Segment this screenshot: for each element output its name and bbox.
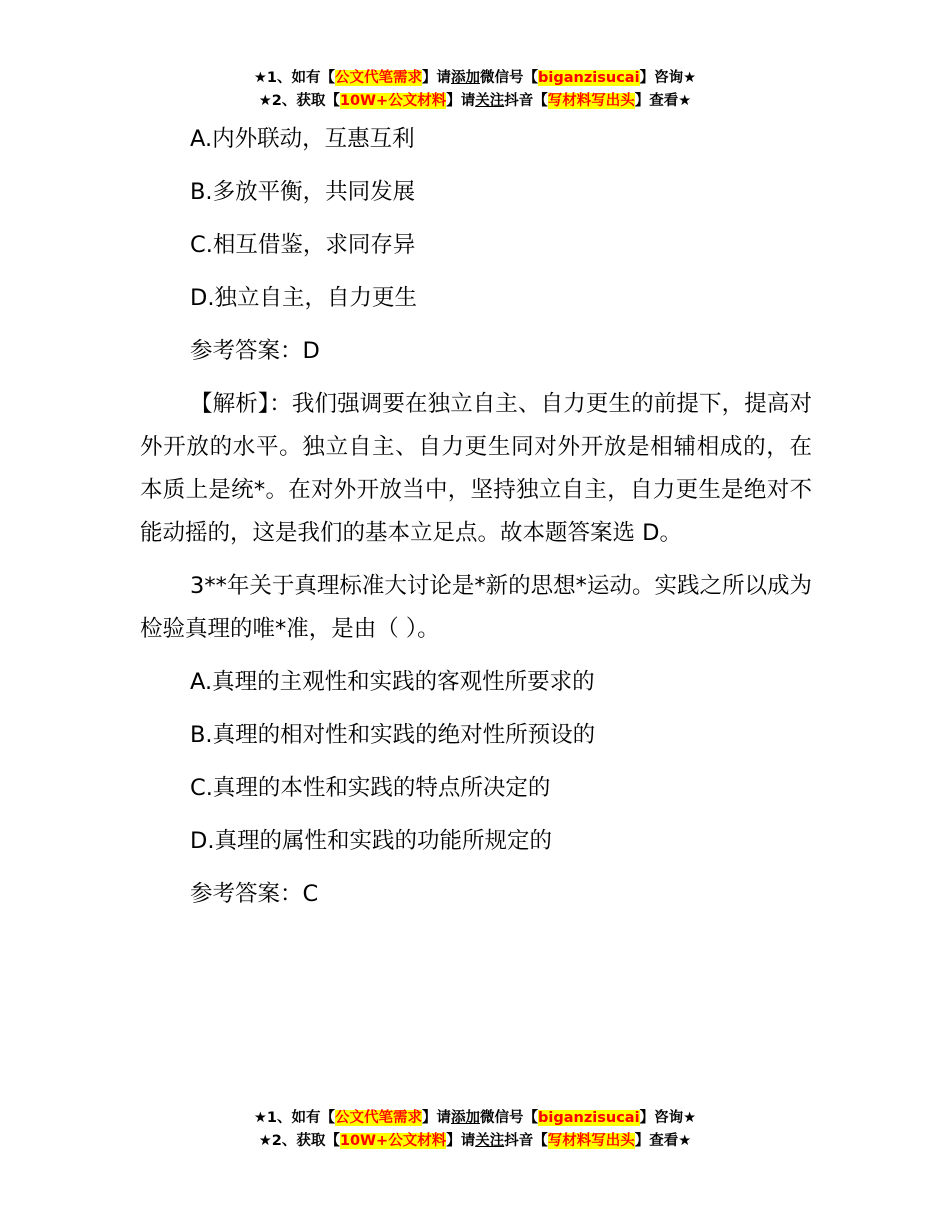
underlined-text: 关注 xyxy=(475,93,505,109)
footer-banner xyxy=(0,1107,950,1153)
banner-text: 微信号【 xyxy=(480,70,539,86)
banner-text: 】请 xyxy=(446,93,476,109)
footer-banner-line-2 xyxy=(0,1130,950,1153)
highlight-service: 公文代笔需求 xyxy=(335,70,423,86)
banner-text: 】请 xyxy=(422,70,452,86)
document-body xyxy=(140,118,812,926)
q1-option-b: B.多放平衡，共同发展 xyxy=(190,179,416,205)
footer-banner-line-1 xyxy=(0,1107,950,1130)
banner-text: 抖音【 xyxy=(504,1133,548,1149)
q2-option-c: C.真理的本性和实践的特点所决定的 xyxy=(190,775,551,801)
highlight-wechat-id: biganzisucai xyxy=(538,1110,640,1126)
highlight-douyin: 写材料写出头 xyxy=(547,1133,635,1149)
banner-text: ★2、获取【 xyxy=(258,1133,340,1149)
q2-stem: 3**年关于真理标准大讨论是*新的思想*运动。实践之所以成为检验真理的唯*准，是由（ ）。 xyxy=(140,573,812,642)
underlined-text: 添加 xyxy=(451,70,481,86)
q1-option-c: C.相互借鉴，求同存异 xyxy=(190,232,416,258)
header-banner xyxy=(0,67,950,113)
banner-text: ★1、如有【 xyxy=(253,1110,336,1126)
highlight-materials: 10W+公文材料 xyxy=(339,1133,447,1149)
banner-text: 】请 xyxy=(446,1133,476,1149)
underlined-text: 添加 xyxy=(451,1110,481,1126)
q2-answer: 参考答案：C xyxy=(190,881,319,907)
q2-option-a: A.真理的主观性和实践的客观性所要求的 xyxy=(190,669,595,695)
header-banner-line-1 xyxy=(0,67,950,90)
highlight-wechat-id: biganzisucai xyxy=(538,70,640,86)
header-banner-line-2 xyxy=(0,90,950,113)
highlight-materials: 10W+公文材料 xyxy=(339,93,447,109)
banner-text: 】咨询★ xyxy=(639,1110,697,1126)
q1-analysis: 【解析】：我们强调要在独立自主、自力更生的前提下，提高对外开放的水平。独立自主、自力更生同对外开放是相辅相成的，在本质上是统*。在对外开放当中，坚持独立自主，自力更生是绝对不能动摇的，这是我们的基本立足点。故本题答案选 D。 xyxy=(140,391,812,546)
highlight-douyin: 写材料写出头 xyxy=(547,93,635,109)
banner-text: 】查看★ xyxy=(634,93,692,109)
q2-option-b: B.真理的相对性和实践的绝对性所预设的 xyxy=(190,722,596,748)
q2-option-d: D.真理的属性和实践的功能所规定的 xyxy=(190,828,552,854)
q1-option-d: D.独立自主，自力更生 xyxy=(190,285,417,311)
banner-text: 微信号【 xyxy=(480,1110,539,1126)
q1-answer: 参考答案：D xyxy=(190,338,320,364)
underlined-text: 关注 xyxy=(475,1133,505,1149)
banner-text: ★2、获取【 xyxy=(258,93,340,109)
highlight-service: 公文代笔需求 xyxy=(335,1110,423,1126)
banner-text: 】请 xyxy=(422,1110,452,1126)
banner-text: 抖音【 xyxy=(504,93,548,109)
banner-text: 】咨询★ xyxy=(639,70,697,86)
banner-text: 】查看★ xyxy=(634,1133,692,1149)
banner-text: ★1、如有【 xyxy=(253,70,336,86)
q1-option-a: A.内外联动，互惠互利 xyxy=(190,126,415,152)
